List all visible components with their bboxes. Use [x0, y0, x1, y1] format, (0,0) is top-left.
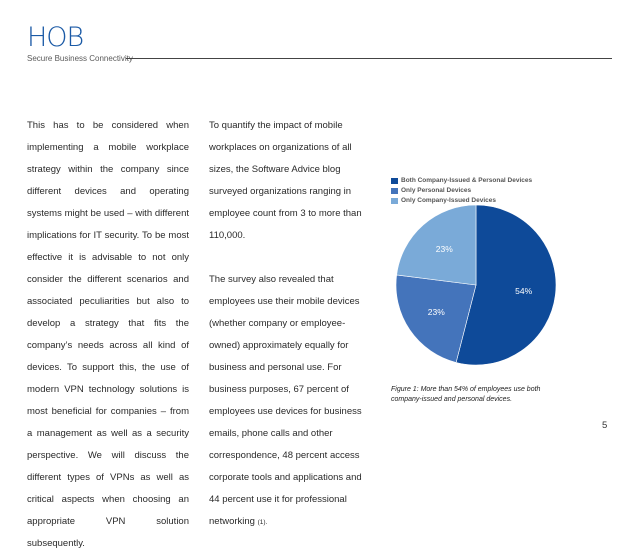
page-number: 5 — [602, 420, 608, 431]
figure-caption: Figure 1: More than 54% of employees use both company-issued and personal devices. — [391, 386, 541, 403]
reference-marker: (1). — [257, 519, 268, 526]
body-paragraph-1: To quantify the impact of mobile workplaces on organizations of all sizes, the Software Advice blog surveyed organizations ranging in employee count from 3 to more than 110,000. — [209, 120, 362, 241]
legend-item — [391, 186, 532, 196]
header-divider — [126, 58, 612, 59]
legend-label: Both Company-Issued & Personal Devices — [401, 177, 533, 184]
pie-slice-label: 23% — [427, 306, 445, 317]
text-column-middle — [209, 115, 371, 534]
body-paragraph-2 — [209, 269, 371, 534]
legend-swatch — [391, 198, 398, 204]
tagline: Secure Business Connectivity — [27, 54, 133, 63]
pie-slice-label: 23% — [435, 243, 453, 254]
body-paragraph: This has to be considered when implementing a mobile workplace strategy within the company since different devices and operating systems might be used – with different implications for IT security. To be most effective it is advisable to not only consider the different scenarios and associated peculiarities but also to develop a strategy that fits the company’s needs across all kind of devices. To support this, the use of modern VPN technology solutions is most beneficial for companies – from a management as well as a security perspective. We will discuss the different types of VPNs as well as critical aspects when choosing an appropriate VPN solution subsequently. — [27, 120, 189, 549]
legend-swatch — [391, 178, 398, 184]
legend-swatch — [391, 188, 398, 194]
text-column-left — [27, 115, 189, 555]
pie-chart — [396, 205, 556, 365]
pie-slice-label: 54% — [515, 286, 533, 297]
legend-label: Only Company-Issued Devices — [401, 197, 497, 204]
legend-label: Only Personal Devices — [401, 187, 472, 194]
chart-legend — [391, 176, 532, 206]
body-paragraph-2-text: The survey also revealed that employees use their mobile devices (whether company or employee-owned) approximately equally for business and personal use. For business purposes, 67 percent of employees use devices for business emails, phone calls and other correspondence, 48 percent access corporate tools and applications and 44 percent use it for professional networking — [209, 274, 362, 527]
paragraph-gap — [209, 247, 371, 269]
legend-item — [391, 176, 532, 186]
hob-logo: HOB — [27, 22, 84, 53]
